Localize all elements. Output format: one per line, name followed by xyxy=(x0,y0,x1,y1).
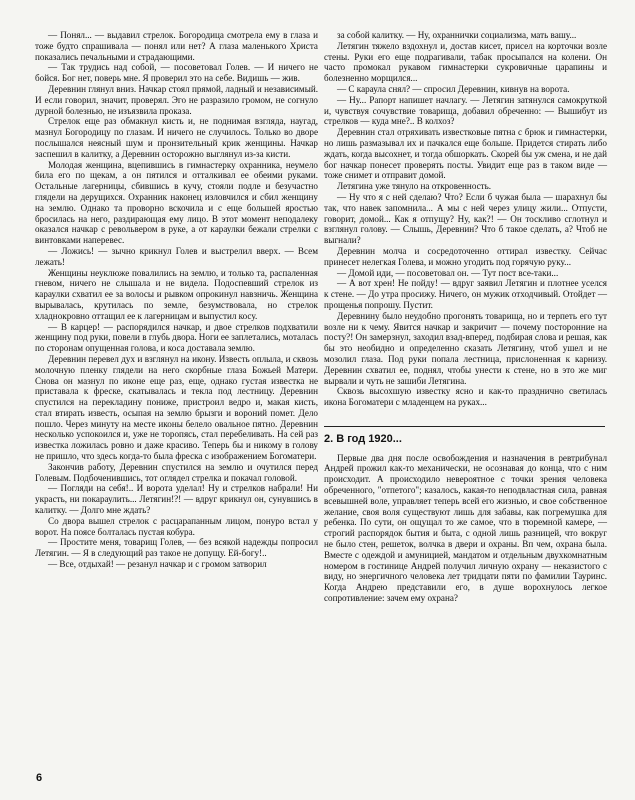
paragraph: Деревнин стал отряхивать известковые пятна с брюк и гимнастерки, но лишь размазывал их и пачкался еще больше. Придется стирать либо ждать, когда высохнет, и тогда обшоркать. Скорей бы уж смена, и не дай бог начкар понесет проверять посты. Увидит еще раз в таком виде — тоже снимет и отправит домой. xyxy=(324,127,607,181)
paragraph: — С караула снял? — спросил Деревнин, кивнув на ворота. xyxy=(337,83,570,94)
paragraph: — В карцер! — распорядился начкар, и двое стрелков подхватили женщину под руки, повели в глубь двора. Ноги ее заплетались, моталась по сторонам опущенная голова, и коса доставала землю. xyxy=(35,321,318,354)
paragraph: Летягина уже тянуло на откровенность. xyxy=(337,181,492,192)
paragraph: — Ложись! — зычно крикнул Голев и выстрелил вверх. — Всем лежать! xyxy=(35,245,318,267)
paragraph: — А вот хрен! Не пойду! — вдруг заявил Летягин и плотнее уселся к стене. — До утра просижу. Ничего, он мужик отходчивый. Отойдет — прощенья попрошу. Пустит. xyxy=(324,278,607,310)
page-number: 6 xyxy=(36,772,43,784)
paragraph: Деревнину было неудобно прогонять товарища, но и терпеть его тут возле ни к чему. Явится начкар и закричит — почему посторонние на посту?! Он замерзнул, заходил взад-вперед, подбирая слова и решая, как бы это необидно и определенно сказать Летягину, чтоб ушел и не мозолил глаза. Под руки попала лестница, прислоненная к карнизу. Деревнин схватил ее, поднял, чтобы унести к стене, но в это же миг вырвали и чуть не зашиби Летягина. xyxy=(324,310,607,386)
paragraph: Стрелок еще раз обмакнул кисть и, не поднимая взгляда, наугад, мазнул Богородицу по глазам. И ничего не случилось. Только во дворе послышался неясный шум и пронзительный крик женщины. Начкар заспешил в калитку, а Деревнин осторожно выглянул из-за кисти. xyxy=(35,116,318,159)
paragraph: Деревнин глянул вниз. Начкар стоял прямой, ладный и независимый. И если говорил, значит, проверял. Эго не разразило громом, не согнуло дурной болезнью, не изъязвила проказа. xyxy=(35,83,318,116)
paragraph: Деревнин молча и сосредоточенно оттирал известку. Сейчас принесет нелегкая Голева, и можно угодить под горячую руку... xyxy=(324,245,607,267)
paragraph: Со двора вышел стрелок с расцарапанным лицом, понуро встал у ворот. На поясе болталась пустая кобура. xyxy=(35,515,318,537)
paragraph: — Так трудись над собой, — посоветовал Голев. — И ничего не бойся. Бог нет, поверь мне. Я проверил это на себе. Видишь — жив. xyxy=(35,62,318,84)
section-divider xyxy=(324,426,605,427)
left-column xyxy=(35,30,318,570)
paragraph: — Понял... — выдавил стрелок. Богородица смотрела ему в глаза и тоже будто спрашивала — понял или нет? А глаза маленького Христа показались печальными и страдающими. xyxy=(35,30,318,62)
paragraph: — Погляди на себя!.. И ворота уделал! Ну и стрелков набрали! Ни украсть, ни покараулить... Летягин!?! — вдруг крикнул он, сунувшись в калитку. — Долго мне ждать? xyxy=(35,483,318,516)
paragraph: — Домой иди, — посоветовал он. — Тут пост все-таки... xyxy=(337,267,559,278)
paragraph: — Ну... Рапорт напишет начлагу. — Летягин затянулся самокруткой и, чувствуя сочувствие товарища, добавил обреченно: — Вышибут из стрелков — куда мне?.. В колхоз? xyxy=(324,94,607,127)
paragraph: — Простите меня, товарищ Голев, — без всякой надежды попросил Летягин. — Я в следующий раз такое не допущу. Ей-богу!.. xyxy=(35,537,318,559)
paragraph: Закончив работу, Деревнин спустился на землю и очутился перед Голевым. Подбоченившись, тот оглядел стрелка и покачал головой. xyxy=(35,461,318,483)
paragraph: — Все, отдыхай! — резанул начкар и с громом затворил xyxy=(48,559,267,570)
section-title: 2. В год 1920... xyxy=(324,432,402,445)
paragraph: Первые два дня после освобождения и назначения в ревтрибунал Андрей прожил как-то механически, не осознавая до конца, что с ним происходит. А происходило невероятное с точки зрения человека обреченного, "отпетого"; казалось, какая-то неподвластная сила, равная всевышней воле, управляет теперь всей его жизнью, и свое собственное желание, своя воля существуют лишь для забавы, как погремушка для ребенка. По сути, он ощущал то же самое, что в тюремной камере, — строгий распорядок бытия и быта, с одной лишь разницей, что вокруг не было стен, решеток, волчка в двери и охраны. Вп чем, охрана была. Вместе с одеждой и амуницией, мандатом и отдельным двухкомнатным номером в гостинице Андрей получил личную охрану — неказистого с виду, но энергичного человека лет тридцати пяти по фамилии Тауринс. Когда Андрею представили его, в душе ворохнулось легкое сопротивление: зачем ему охрана? xyxy=(324,452,607,604)
paragraph: Сквозь высохшую известку ясно и как-то празднично светилась икона Богоматери с младенцем на руках... xyxy=(324,386,607,408)
paragraph: Женщины неуклюже повалились на землю, и только та, распаленная гневом, ничего не слышала и не видела. Подоспевший стрелок из караулки схватил ее за волосы и рывком опрокинул навзничь. Женщина вырывалась, крутилась по земле, безумствовала, но стрелок хладнокровно оттащил ее к лагерницам и выпустил косу. xyxy=(35,267,318,321)
paragraph: за собой калитку. — Ну, охраннички социализма, мать вашу... xyxy=(337,30,577,40)
right-column xyxy=(324,30,607,604)
paragraph: — Ну что я с ней сделаю? Что? Если б чужая была — шарахнул бы так, что навек запомнила... А мы с ней через улицу жили... Отпусти, говорит, домой... Как я отпущу? Ну, как?! — Он тоскливо сглотнул и взглянул голову. — Слышь, Деревнин? Что б такое сделать, а? Чтоб не выгнали? xyxy=(324,191,607,246)
paragraph: Молодая женщина, вцепившись в гимнастерку охранника, неумело била его по щекам, а он пятился и отталкивал ее обеими руками. Остальные лагерницы, сбившись в кучу, стояли подле и безучастно глядели на дерущихся. Охранник наконец изловчился и сбил женщину на землю. Однако та проворно вскочила и с еще большей яростью бросилась на него, раздирающая ему лицо. В этот момент неподалеку оказался начкар с револьвером в руке, а от караулки бежали стрелки с винтовками наперевес. xyxy=(35,159,318,246)
paragraph: Деревнин перевел дух и взглянул на икону. Известь оплыла, и сквозь молочную пленку глядели на него скорбные глаза Божьей Матери. Снова он мазнул по иконе еще раз, еще, однако густая известка не приставала к фреске, скатывалась и текла под лестницу. Деревнин спустился на перекладину пониже, пристроил ведро и, макая кисть, стал втирать известь, осыпая на землю брызги и вороний помет. Дело пошло. Через минуту на месте иконы белело овальное пятно. Деревнин несколько успокоился и, уже не торопясь, стал перебеливать. На сей раз известка ложилась ровно и даже красиво. Теперь бы и никому в голову не пришло, что здесь когда-то была фреска с изображением Богоматери. xyxy=(35,353,318,462)
paragraph: Летягин тяжело вздохнул и, достав кисет, присел на корточки возле стены. Руки его еще подрагивали, табак просыпался на колени. Он часто промокал рукавом гимнастерки сукровичные царапины и болезненно морщился... xyxy=(324,40,607,84)
